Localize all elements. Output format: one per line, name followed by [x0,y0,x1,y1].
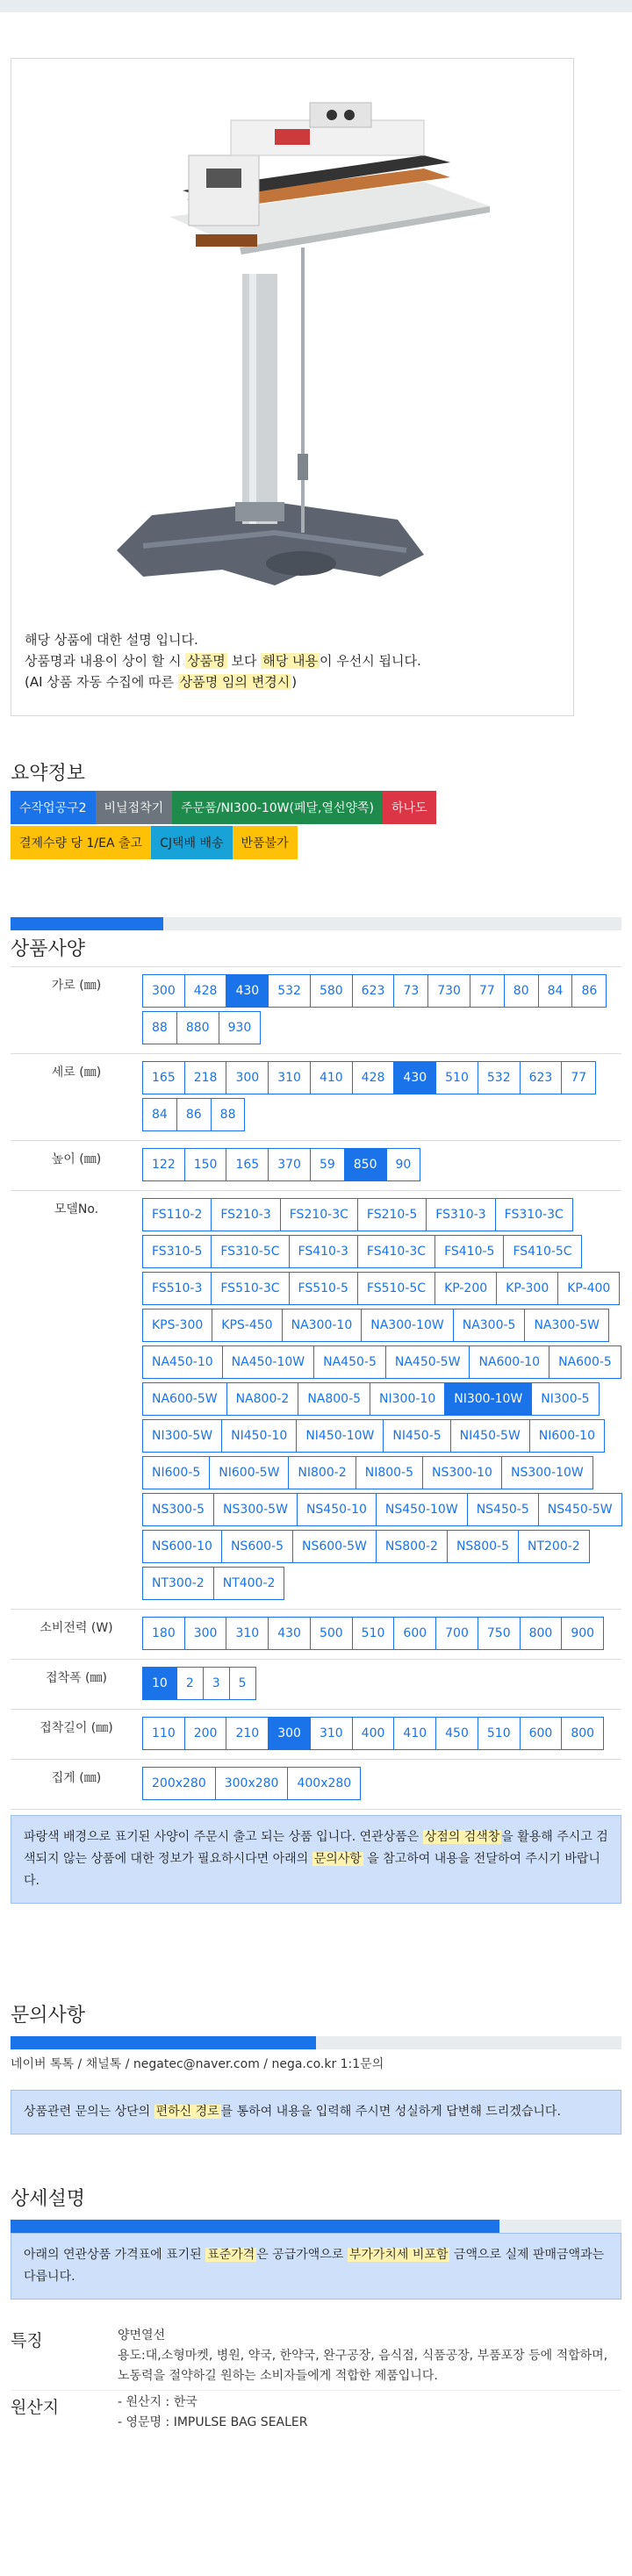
spec-label: 접착폭 (㎜) [46,1671,107,1685]
spec-option[interactable]: NS300-5W [213,1493,298,1526]
spec-option[interactable]: 700 [435,1617,478,1650]
spec-option[interactable]: FS310-5 [142,1235,212,1268]
summary-title: 요약정보 [11,763,86,785]
spec-option[interactable]: 10 [142,1667,177,1700]
spec-option[interactable]: NS600-5W [292,1530,377,1563]
spec-label: 모델No. [54,1202,99,1216]
spec-option[interactable]: 800 [561,1717,604,1750]
spec-row [11,1191,621,1610]
spec-option[interactable]: 410 [310,1061,353,1094]
spec-label: 접착길이 (㎜) [40,1721,113,1735]
spec-option[interactable]: 110 [142,1717,185,1750]
spec-option[interactable]: 300 [142,974,185,1008]
spec-option[interactable]: NA300-10 [282,1309,363,1342]
spec-option[interactable]: 510 [352,1617,395,1650]
spec-option[interactable]: 900 [561,1617,604,1650]
spec-option[interactable]: NS300-5 [142,1493,214,1526]
spec-label: 집게 (㎜) [51,1771,102,1785]
spec-option[interactable]: NI300-10 [370,1382,445,1416]
spec-option[interactable]: NI300-5 [531,1382,599,1416]
spec-options [142,1710,621,1759]
spec-option[interactable]: FS310-3C [495,1198,573,1231]
spec-option[interactable]: 428 [352,1061,395,1094]
note-text: 아래의 연관상품 가격표에 표기된 [24,2248,206,2262]
spec-option[interactable]: 430 [226,974,269,1008]
summary-badge: 비닐접착기 [96,791,173,824]
features-label: 특징 [11,2331,43,2350]
spec-option[interactable]: 88 [211,1098,246,1131]
spec-option[interactable]: 430 [393,1061,436,1094]
spec-option[interactable]: 623 [352,974,395,1008]
contact-link[interactable]: 네이버 톡톡 [11,2057,75,2071]
origin-line: - 영문명 : IMPULSE BAG SEALER [118,2415,308,2429]
spec-option[interactable]: 59 [310,1148,345,1181]
spec-option[interactable]: NT300-2 [142,1567,214,1600]
note-text: 를 통하여 내용을 입력해 주시면 성실하게 답변해 드리겠습니다. [220,2105,561,2119]
spec-option[interactable]: KPS-450 [212,1309,282,1342]
spec-option[interactable]: FS210-5 [357,1198,427,1231]
spec-option[interactable]: NS450-5 [467,1493,539,1526]
spec-option[interactable]: NS600-5 [221,1530,293,1563]
spec-option[interactable]: 428 [184,974,227,1008]
spec-option[interactable]: NS300-10 [422,1456,502,1489]
spec-options [142,1660,621,1709]
spec-option[interactable]: NA450-5W [385,1345,470,1379]
spec-option[interactable]: NI300-5W [142,1419,222,1453]
spec-option[interactable]: NS600-10 [142,1530,222,1563]
summary-badge: 하나도 [383,791,436,824]
note-text: 을 참고하여 내용을 전달하여 주시기 바랍니다. [24,1852,600,1888]
spec-option[interactable]: NS800-2 [376,1530,448,1563]
spec-option[interactable]: 310 [268,1061,311,1094]
spec-label: 가로 (㎜) [51,979,102,993]
spec-option[interactable]: 200x280 [142,1767,216,1800]
spec-label: 높이 (㎜) [51,1152,102,1166]
highlight-text: 편하신 경로 [155,2105,219,2119]
spec-row [11,967,621,1054]
features-row [11,2326,621,2391]
spec-option[interactable]: 510 [435,1061,478,1094]
spec-label: 소비전력 (W) [40,1621,113,1635]
spec-option[interactable]: 600 [520,1717,563,1750]
spec-option[interactable]: 3 [203,1667,230,1700]
spec-option[interactable]: 410 [393,1717,436,1750]
top-bar [0,0,632,12]
spec-options [142,1054,621,1140]
summary-badge: CJ택배 배송 [151,826,232,859]
spec-option[interactable]: 930 [219,1011,262,1044]
spec-option[interactable]: NA800-5 [298,1382,370,1416]
spec-row [11,1710,621,1760]
spec-option[interactable]: 580 [310,974,353,1008]
spec-option[interactable]: 532 [478,1061,521,1094]
summary-badge: 수작업공구2 [11,791,96,824]
spec-option[interactable]: 73 [393,974,428,1008]
spec-progress [11,917,621,930]
origin-value [118,2393,621,2433]
spec-option[interactable]: 300 [184,1617,227,1650]
spec-option[interactable]: 80 [504,974,539,1008]
spec-option[interactable]: NI600-5 [142,1456,210,1489]
note-text: 파랑색 배경으로 표기된 사양이 주문시 출고 되는 상품 입니다. 연관상품은 [24,1830,423,1844]
spec-option[interactable]: FS410-3C [357,1235,435,1268]
spec-option[interactable]: FS410-5C [503,1235,581,1268]
contact-links [11,2055,621,2072]
spec-option[interactable]: FS310-5C [211,1235,289,1268]
spec-label: 세로 (㎜) [51,1066,102,1080]
spec-options [142,1760,621,1809]
spec-option[interactable]: NA300-5W [524,1309,609,1342]
spec-option[interactable]: 300x280 [215,1767,289,1800]
spec-option[interactable]: 300 [268,1717,311,1750]
spec-option[interactable]: FS210-3C [280,1198,358,1231]
spec-option[interactable]: NS800-5 [447,1530,519,1563]
spec-option[interactable]: 310 [310,1717,353,1750]
spec-option[interactable]: FS510-3 [142,1272,212,1305]
spec-option[interactable]: FS510-3C [211,1272,289,1305]
note-text: 을 활용해 주시고 검색되지 않는 상품에 대한 정보가 필요하시다면 아래의 [24,1830,608,1866]
spec-option[interactable]: NI600-10 [529,1419,605,1453]
summary-badge: 결제수량 당 1/EA 출고 [11,826,151,859]
spec-option[interactable]: NS450-5W [538,1493,622,1526]
product-image-card [11,58,574,716]
spec-option[interactable]: 750 [478,1617,521,1650]
spec-option[interactable]: NI450-5W [450,1419,530,1453]
spec-option[interactable]: KPS-300 [142,1309,212,1342]
highlight-text: 부가가치세 비포함 [348,2248,449,2262]
spec-row [11,1141,621,1191]
spec-option[interactable]: NA800-2 [226,1382,299,1416]
spec-option[interactable]: NA450-5 [313,1345,386,1379]
summary-badges-2 [11,826,621,861]
spec-option[interactable]: 532 [268,974,311,1008]
detail-progress [11,2220,621,2233]
spec-option[interactable]: 400x280 [287,1767,361,1800]
spec-option[interactable]: 500 [310,1617,353,1650]
contact-link[interactable]: negatec@naver.com [133,2057,260,2071]
highlight-text: 표준가격 [207,2248,255,2262]
origin-label: 원산지 [11,2398,60,2417]
spec-option[interactable]: FS210-3 [211,1198,280,1231]
spec-option[interactable]: 77 [470,974,505,1008]
spec-option[interactable]: FS410-5 [434,1235,504,1268]
spec-row [11,1760,621,1810]
origin-line: - 원산지 : 한국 [118,2395,198,2409]
spec-options [142,1610,621,1659]
spec-option[interactable]: NA600-5W [142,1382,227,1416]
summary-badge: 반품불가 [233,826,298,859]
spec-table [11,966,621,1810]
spec-option[interactable]: 165 [142,1061,185,1094]
feature-line: 용도:대,소형마켓, 병원, 약국, 한약국, 완구공장, 음식점, 식품공장, 부품포장 등에 적합하며, 노동력을 절약하길 원하는 소비자들에게 적합한 제품입니다. [118,2349,608,2383]
spec-option[interactable]: NA300-5 [453,1309,526,1342]
spec-option[interactable]: NT400-2 [213,1567,285,1600]
spec-option[interactable]: NI600-5W [209,1456,289,1489]
summary-badges [11,791,621,826]
spec-option[interactable]: KP-200 [434,1272,497,1305]
spec-option[interactable]: 86 [176,1098,212,1131]
spec-option[interactable]: NI450-10 [221,1419,297,1453]
separator: / [259,2057,272,2071]
spec-options [142,1141,621,1190]
spec-option[interactable]: NA450-10 [142,1345,223,1379]
spec-option[interactable]: 370 [268,1148,311,1181]
spec-option[interactable]: FS510-5 [289,1272,358,1305]
description-line-2: 상품명과 내용이 상이 할 시 상품명 보다 해당 내용 이 우선시 됩니다. [25,653,421,669]
spec-title: 상품사양 [11,938,86,960]
feature-line: 양면열선 [118,2328,166,2343]
features-value [118,2326,621,2386]
spec-option[interactable]: 510 [478,1717,521,1750]
note-text: 상품관련 문의는 상단의 [24,2105,154,2119]
spec-option[interactable]: 77 [561,1061,596,1094]
image-description [25,629,421,692]
spec-option[interactable]: 400 [352,1717,395,1750]
separator: / [74,2057,86,2071]
detail-note [11,2233,621,2300]
spec-option[interactable]: 310 [226,1617,269,1650]
contact-link[interactable]: nega.co.kr 1:1문의 [271,2057,384,2071]
spec-option[interactable]: 850 [344,1148,387,1181]
spec-option[interactable]: NI800-5 [356,1456,423,1489]
spec-option[interactable]: NI800-2 [288,1456,356,1489]
spec-option[interactable]: NA600-10 [469,1345,549,1379]
note-text: 금액으로 실제 판매금액과는 다릅니다. [24,2248,605,2284]
spec-option[interactable]: 623 [520,1061,563,1094]
spec-option[interactable]: 800 [520,1617,563,1650]
spec-option[interactable]: 180 [142,1617,185,1650]
spec-row [11,1054,621,1141]
spec-option[interactable]: KP-300 [496,1272,558,1305]
spec-option[interactable]: NI450-10W [296,1419,384,1453]
spec-option[interactable]: 2 [176,1667,204,1700]
spec-options [142,1191,621,1609]
spec-option[interactable]: 600 [393,1617,436,1650]
spec-option[interactable]: 210 [226,1717,269,1750]
spec-option[interactable]: NA450-10W [222,1345,314,1379]
spec-option[interactable]: NA600-5 [549,1345,621,1379]
spec-option[interactable]: 730 [427,974,470,1008]
inquiry-note [11,2090,621,2135]
spec-option[interactable]: NS300-10W [501,1456,593,1489]
spec-row [11,1610,621,1660]
description-line-1: 해당 상품에 대한 설명 입니다. [25,632,198,648]
spec-option[interactable]: 450 [435,1717,478,1750]
highlight-text: 문의사항 [313,1852,362,1866]
spec-option[interactable]: 218 [184,1061,227,1094]
summary-badge: 주문품/NI300-10W(페달,열선양쪽) [172,791,383,824]
spec-option[interactable]: NT200-2 [518,1530,590,1563]
spec-options [142,967,621,1053]
description-line-3: (AI 상품 자동 수집에 따른 상품명 임의 변경시 ) [25,674,298,690]
spec-option[interactable]: 200 [184,1717,227,1750]
spec-option[interactable]: FS510-5C [357,1272,435,1305]
spec-option[interactable]: NI450-5 [383,1419,450,1453]
highlight-text: 상점의 검색창 [424,1830,500,1844]
spec-option[interactable]: 300 [226,1061,269,1094]
spec-option[interactable]: NA300-10W [361,1309,453,1342]
inquiry-title: 문의사항 [11,2005,86,2027]
origin-row [11,2393,621,2433]
detail-title: 상세설명 [11,2188,86,2210]
spec-option[interactable]: 880 [176,1011,219,1044]
spec-option[interactable]: 122 [142,1148,185,1181]
spec-option[interactable]: NI300-10W [444,1382,532,1416]
note-text: 은 공급가액으로 [256,2248,348,2262]
spec-option[interactable]: 165 [226,1148,269,1181]
spec-option[interactable]: 88 [142,1011,177,1044]
inquiry-progress [11,2036,621,2049]
spec-option[interactable]: 430 [268,1617,311,1650]
bag-sealer-image [11,59,573,621]
separator: / [121,2057,133,2071]
spec-option[interactable]: NS450-10 [297,1493,377,1526]
spec-row [11,1660,621,1710]
contact-link[interactable]: 채널톡 [85,2057,122,2071]
spec-option[interactable]: NS450-10W [376,1493,468,1526]
spec-option[interactable]: FS110-2 [142,1198,212,1231]
spec-option[interactable]: 5 [229,1667,256,1700]
spec-option[interactable]: 150 [184,1148,227,1181]
spec-option[interactable]: FS410-3 [289,1235,358,1268]
spec-option[interactable]: KP-400 [557,1272,620,1305]
spec-option[interactable]: 86 [571,974,607,1008]
spec-option[interactable]: 84 [538,974,573,1008]
spec-option[interactable]: 84 [142,1098,177,1131]
spec-option[interactable]: FS310-3 [426,1198,495,1231]
spec-note [11,1815,621,1904]
spec-option[interactable]: 90 [386,1148,421,1181]
